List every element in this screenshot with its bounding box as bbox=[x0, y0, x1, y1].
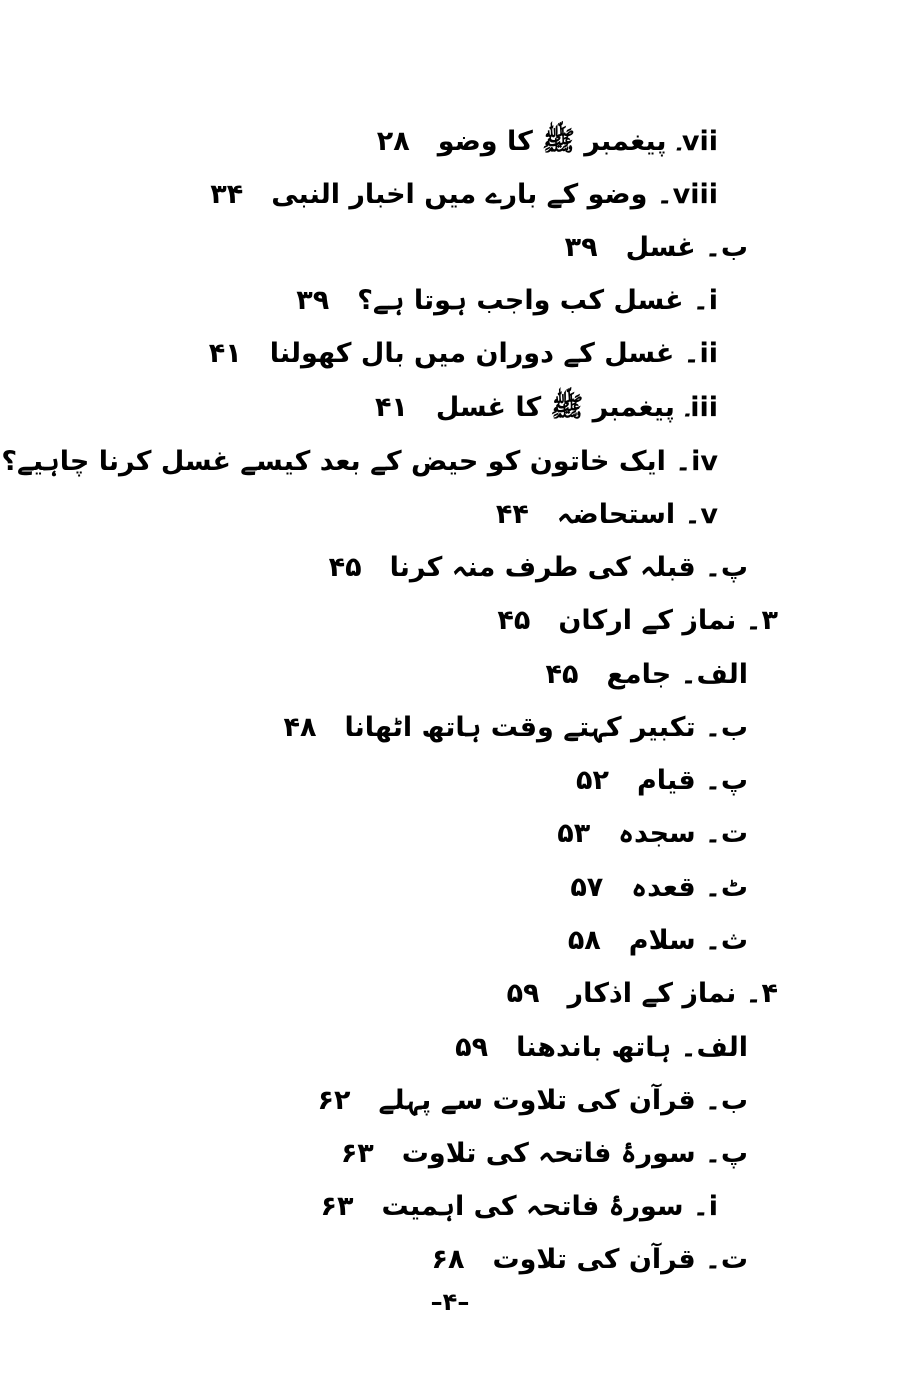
toc-entry-page: ۶۲ bbox=[317, 1085, 351, 1116]
toc-entry-21 bbox=[320, 1189, 718, 1225]
toc-entry-title: ۴۔ نماز کے اذکار bbox=[567, 978, 778, 1009]
toc-entry-17 bbox=[507, 976, 778, 1012]
toc-entry-title: v۔ استحاضہ bbox=[556, 499, 718, 530]
toc-entry-title: پ۔ سورۂ فاتحہ کی تلاوت bbox=[401, 1138, 748, 1169]
toc-entry-page: ۲۸ bbox=[376, 126, 410, 157]
toc-entry-2 bbox=[210, 177, 718, 213]
toc-entry-page: ۴۵ bbox=[497, 605, 531, 636]
toc-entry-1 bbox=[377, 124, 718, 160]
toc-entry-title: ت۔ سجدہ bbox=[618, 818, 748, 849]
toc-entry-7 bbox=[0, 444, 718, 480]
toc-entry-13 bbox=[576, 763, 748, 799]
toc-entry-title: iv۔ ایک خاتون کو حیض کے بعد کیسے غسل کرنا چاہیے؟ bbox=[1, 446, 718, 477]
toc-entry-page: ۳۴ bbox=[210, 179, 244, 210]
toc-entry-page: ۴۱ bbox=[208, 338, 242, 369]
toc-entry-title: i۔ غسل کب واجب ہوتا ہے؟ bbox=[357, 285, 718, 316]
toc-entry-title: ث۔ سلام bbox=[628, 925, 748, 956]
toc-entry-title: ٹ۔ قعدہ bbox=[631, 872, 748, 903]
toc-entry-12 bbox=[284, 710, 749, 746]
toc-entry-page: ۴۴ bbox=[495, 499, 529, 530]
toc-entry-4 bbox=[296, 283, 718, 319]
toc-entry-page: ۴۱ bbox=[374, 392, 408, 423]
page-number: –۴– bbox=[430, 1288, 470, 1316]
toc-entry-page: ۴۵ bbox=[328, 552, 362, 583]
toc-entry-title: i۔ سورۂ فاتحہ کی اہمیت bbox=[381, 1191, 718, 1222]
toc-entry-title: ب۔ غسل bbox=[625, 232, 748, 263]
toc-entry-title: iii۔ پیغمبر ﷺ کا غسل bbox=[435, 392, 718, 423]
toc-entry-page: ۴۵ bbox=[545, 659, 579, 690]
toc-entry-title: viii۔ وضو کے بارے میں اخبار النبی bbox=[271, 179, 718, 210]
toc-entry-page: ۶۸ bbox=[431, 1244, 465, 1275]
toc-entry-9 bbox=[329, 550, 748, 586]
toc-entry-title: پ۔ قیام bbox=[637, 765, 748, 796]
toc-entry-page: ۵۹ bbox=[506, 978, 540, 1009]
toc-entry-15 bbox=[570, 870, 748, 906]
toc-entry-page: ۵۳ bbox=[557, 818, 591, 849]
toc-entry-16 bbox=[568, 923, 748, 959]
toc-entry-page: ۵۹ bbox=[455, 1032, 489, 1063]
toc-entry-3 bbox=[565, 230, 748, 266]
toc-entry-title: ب۔ تکبیر کہتے وقت ہاتھ اٹھانا bbox=[344, 712, 748, 743]
toc-entry-title: ۳۔ نماز کے ارکان bbox=[558, 605, 778, 636]
toc-entry-title: vii۔ پیغمبر ﷺ کا وضو bbox=[437, 126, 718, 157]
toc-entry-14 bbox=[557, 816, 748, 852]
toc-entry-title: ت۔ قرآن کی تلاوت bbox=[492, 1244, 748, 1275]
toc-entry-20 bbox=[341, 1136, 748, 1172]
toc-entry-title: الف۔ ہاتھ باندھنا bbox=[516, 1032, 748, 1063]
toc-entry-page: ۶۳ bbox=[320, 1191, 354, 1222]
toc-entry-6 bbox=[375, 390, 718, 426]
toc-entry-18 bbox=[455, 1030, 748, 1066]
toc-entry-page: ۵۲ bbox=[576, 765, 610, 796]
toc-entry-8 bbox=[496, 497, 718, 533]
toc-entry-page: ۵۸ bbox=[567, 925, 601, 956]
toc-entry-10 bbox=[497, 603, 778, 639]
toc-entry-title: ب۔ قرآن کی تلاوت سے پہلے bbox=[378, 1085, 748, 1116]
toc-entry-title: ii۔ غسل کے دوران میں بال کھولنا bbox=[269, 338, 718, 369]
toc-entry-page: ۴۸ bbox=[283, 712, 317, 743]
toc-entry-title: الف۔ جامع bbox=[606, 659, 748, 690]
toc-entry-page: ۵۷ bbox=[570, 872, 604, 903]
toc-entry-11 bbox=[546, 657, 749, 693]
toc-entry-page: ۳۹ bbox=[296, 285, 330, 316]
toc-entry-19 bbox=[318, 1083, 748, 1119]
toc-entry-22 bbox=[432, 1242, 748, 1278]
toc-entry-page: ۶۳ bbox=[340, 1138, 374, 1169]
toc-entry-page: ۳۹ bbox=[564, 232, 598, 263]
toc-entry-title: پ۔ قبلہ کی طرف منہ کرنا bbox=[389, 552, 748, 583]
toc-entry-5 bbox=[209, 336, 718, 372]
